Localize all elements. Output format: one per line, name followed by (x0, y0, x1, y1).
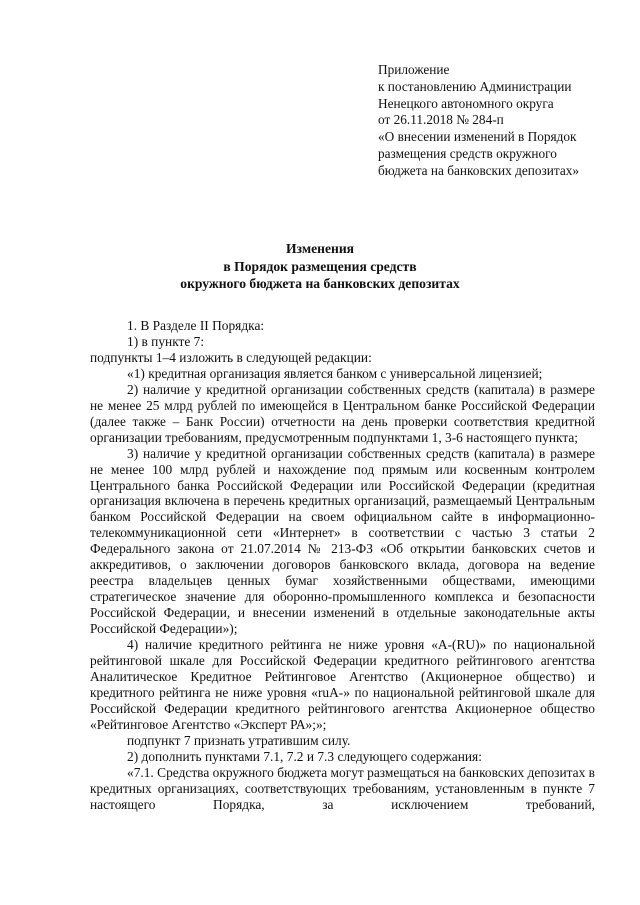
paragraph-text: подпункт 7 признать утратившим силу. (127, 732, 351, 748)
paragraph-item: 1) в пункте 7: (127, 333, 205, 349)
appendix-line: Приложение (378, 62, 450, 77)
paragraph-subitem: «1) кредитная организация является банком с универсальной лицензией; (127, 365, 543, 381)
document-title (90, 240, 550, 293)
paragraph-section: 1. В Разделе II Порядка: (127, 318, 265, 333)
title-line: Изменения (285, 241, 355, 256)
title-line: в Порядок размещения средств (223, 258, 417, 274)
paragraph-subitem: «7.1. Средства окружного бюджета могут размещаться на банковских депозитах в кредитных организациях, соответствующих требованиям, установленным в пункте 7 настоящего Порядка, за исключением требований, (90, 764, 595, 812)
appendix-line: Ненецкого автономного округа (378, 95, 554, 111)
paragraph-subitem: 2) наличие у кредитной организации собственных средств (капитала) в размере не менее 25 млрд рублей по имеющейся в Центральном банке Российской Федерации (далее также – Банк России) отчетности на день проверки соответствия кредитной организации требованиям, предусмотренным подпунктами 1, 3-6 настоящего пункта; (90, 381, 595, 445)
paragraph-item: 2) дополнить пунктами 7.1, 7.2 и 7.3 следующего содержания: (127, 748, 482, 764)
paragraph-subitem: 3) наличие у кредитной организации собственных средств (капитала) в размере не менее 100 млрд рублей и нахождение под прямым или косвенным контролем Центрального банка Российской Федерации или Российской Федерации (кредитная организация включена в перечень кредитных организаций, размещаемый Центральным банком Российской Федерации на своем официальном сайте в информационно-телекоммуникационной сети «Интернет» в соответствии с частью 3 статьи 2 Федерального закона от 21.07.2014 № 213-ФЗ «Об открытии банковских счетов и аккредитивов, о заключении договоров банковского вклада, договора на ведение реестра владельцев ценных бумаг хозяйственными обществами, имеющими стратегическое значение для оборонно-промышленного комплекса и безопасности Российской Федерации, и внесении изменений в отдельные законодательные акты Российской Федерации»); (90, 445, 595, 637)
appendix-line: размещения средств окружного (378, 145, 557, 161)
appendix-line: к постановлению Администрации (378, 78, 572, 94)
appendix-line: от 26.11.2018 № 284-п (378, 112, 504, 128)
appendix-line: бюджета на банковских депозитах» (378, 162, 580, 178)
appendix-line: «О внесении изменений в Порядок (378, 129, 577, 145)
paragraph-text: подпункты 1–4 изложить в следующей редакции: (90, 349, 372, 365)
title-line: окружного бюджета на банковских депозитах (180, 276, 460, 291)
appendix-header (378, 62, 628, 180)
paragraph-subitem: 4) наличие кредитного рейтинга не ниже уровня «A-(RU)» по национальной рейтинговой шкале для Российской Федерации кредитного рейтингового агентства Аналитическое Кредитное Рейтинговое Агентство (Акционерное общество) и кредитного рейтинга не ниже уровня «ruA-» по национальной рейтинговой шкале для Российской Федерации кредитного рейтингового агентства Акционерное общество «Рейтинговое Агентство «Эксперт РА»;»; (90, 637, 595, 732)
document-body (90, 318, 595, 813)
